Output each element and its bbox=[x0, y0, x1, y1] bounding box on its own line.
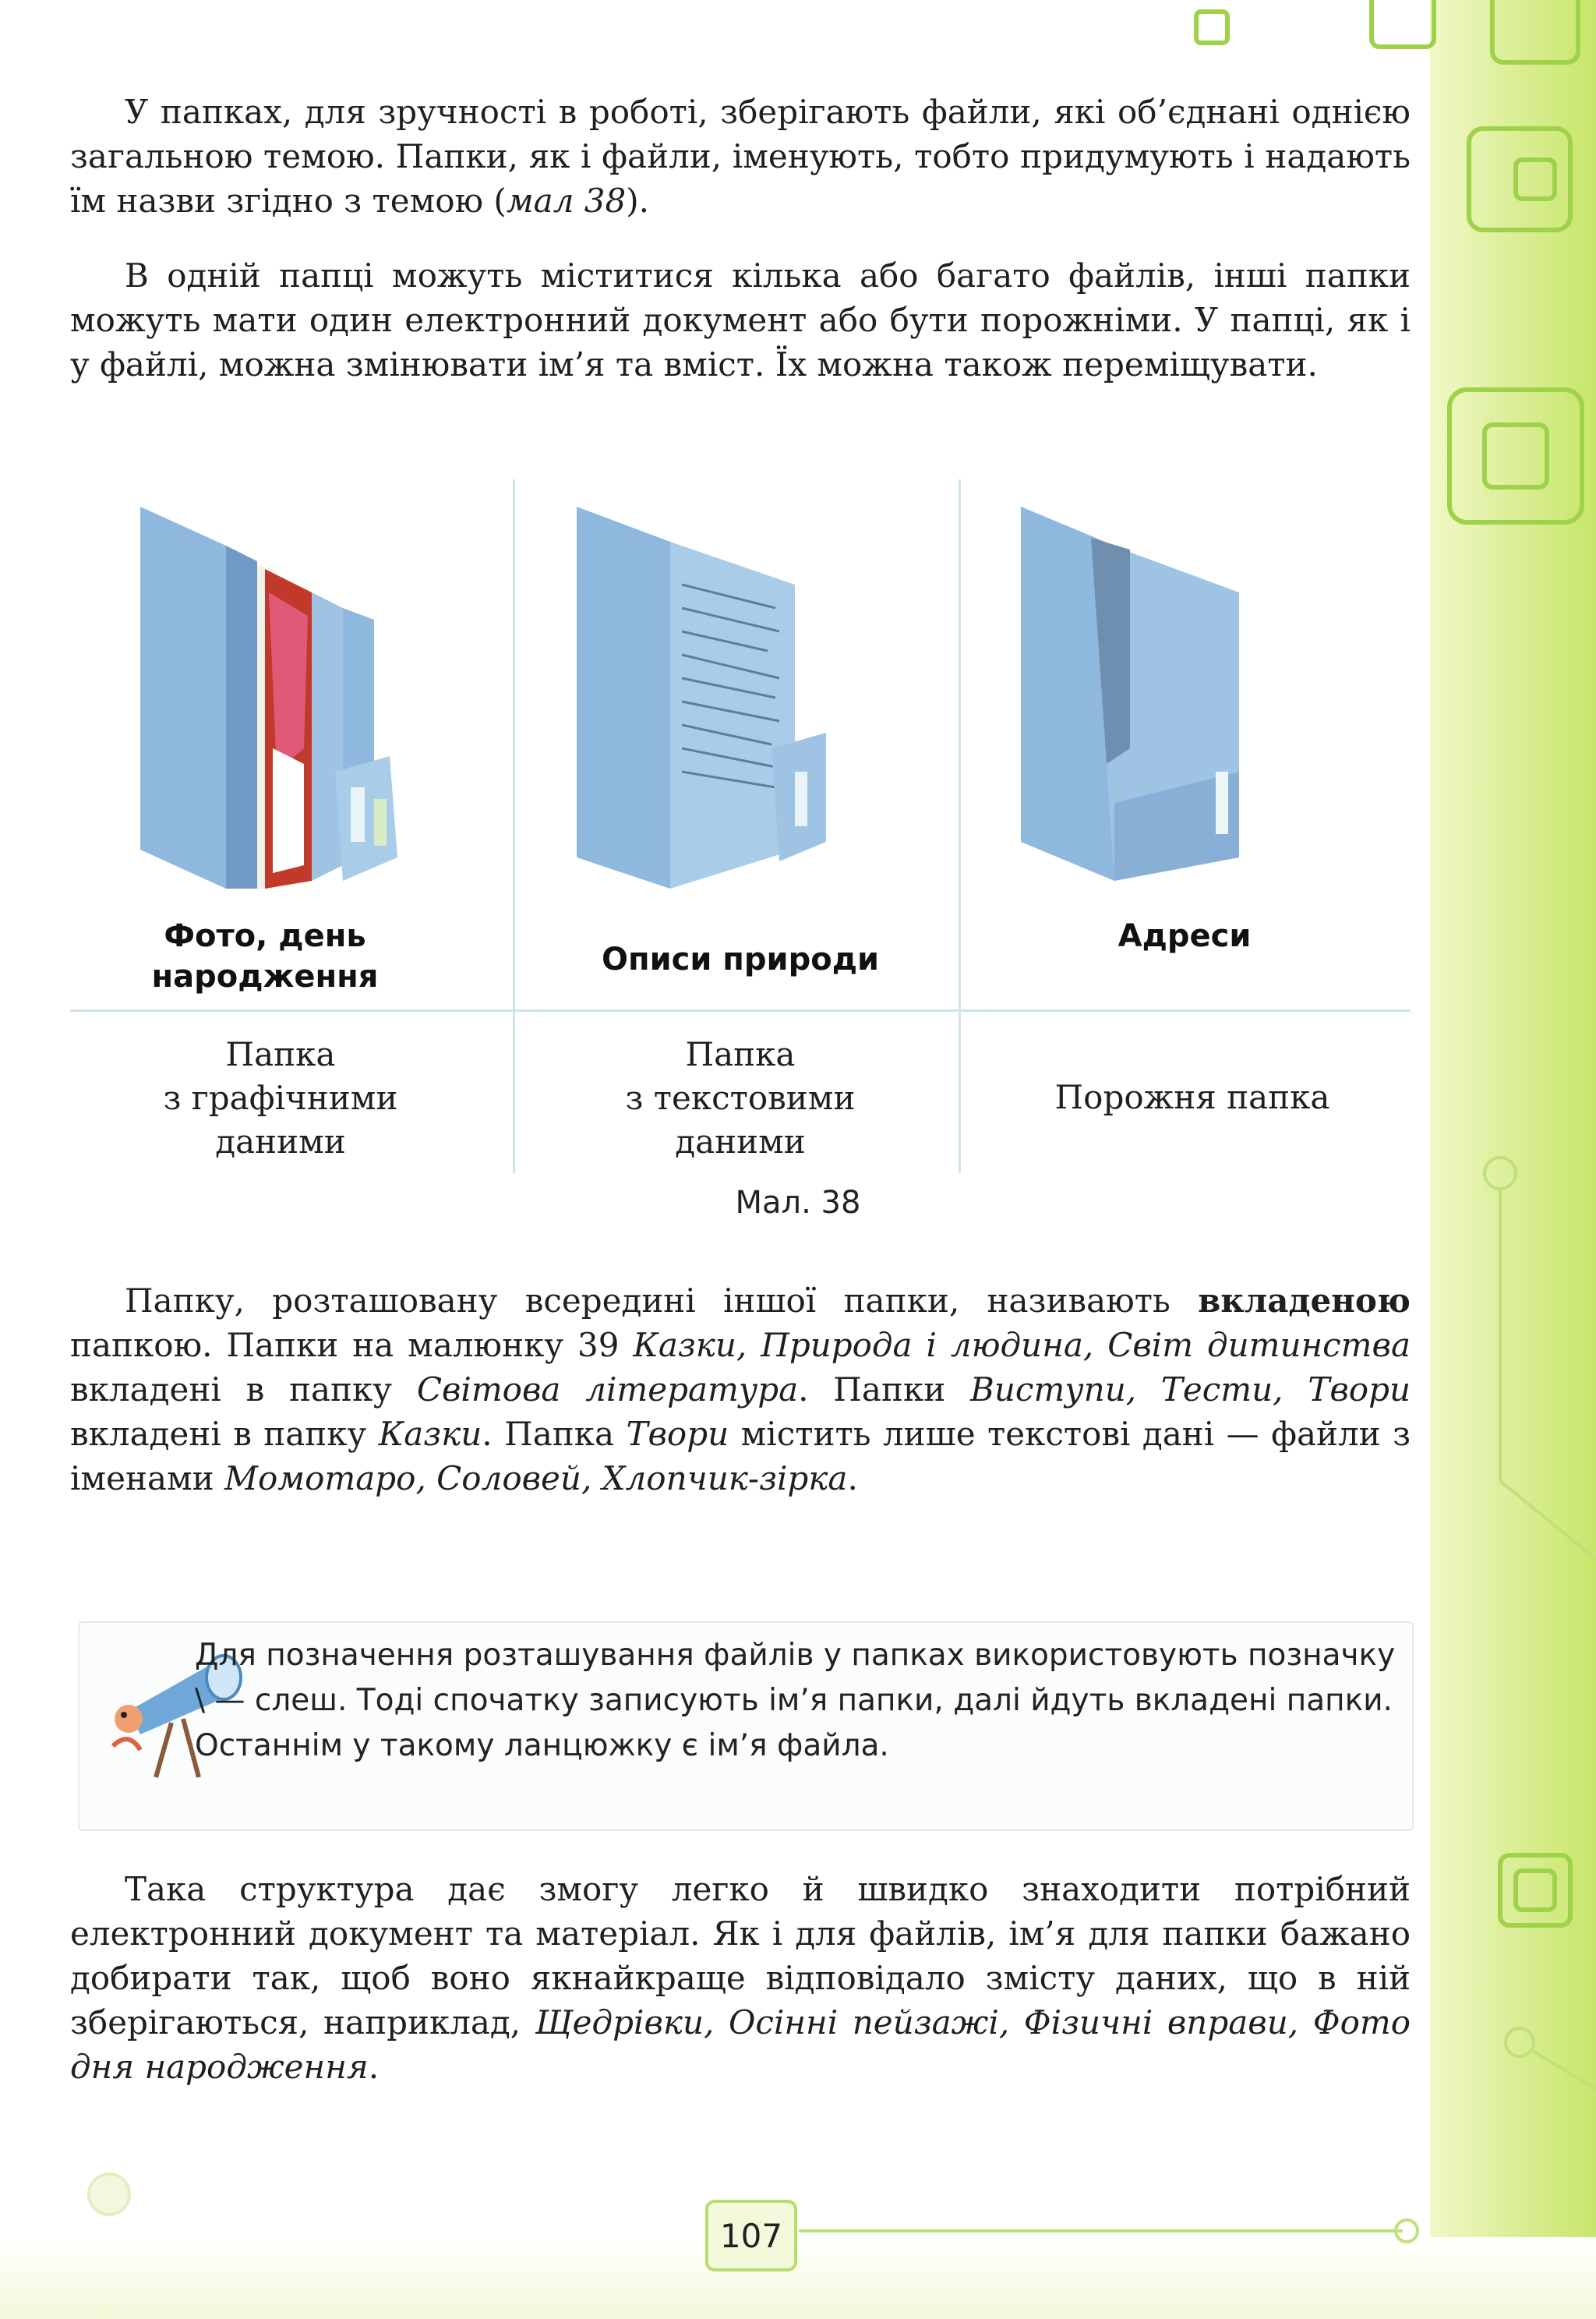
folder-description-empty: Порожня папка bbox=[1054, 1078, 1330, 1116]
paragraph-intro bbox=[70, 90, 1411, 223]
folder-names-italic: Казки, Природа і людина, Світ дитинства bbox=[633, 1326, 1411, 1364]
folder-name-line: Фото, день bbox=[164, 918, 366, 954]
note-text: Для позначення розташування файлів у папках використовують позначку \ — слеш. Тоді спочатку записують ім’я папки, далі йдуть вкладені папки. Останнім у такому ланцюжку є ім’я файла. bbox=[195, 1638, 1396, 1763]
text-run: . bbox=[368, 2048, 380, 2086]
folder-name-line: народження bbox=[151, 959, 379, 995]
text-run: Папку, розташовану всередині іншої папки, називають bbox=[125, 1281, 1199, 1320]
folder-description-photo bbox=[101, 1033, 460, 1164]
text-run: папкою. Папки на малюнку 39 bbox=[70, 1326, 634, 1364]
folder-name-empty: Адреси bbox=[1118, 918, 1252, 954]
text-run: вкладені в папку bbox=[70, 1370, 417, 1409]
paragraph-structure bbox=[70, 1867, 1411, 2089]
folder-names-italic: Виступи, Тести, Твори bbox=[970, 1370, 1411, 1409]
text-run: вкладені в папку bbox=[70, 1415, 379, 1453]
folder-description-line: даними bbox=[215, 1122, 346, 1161]
folder-description-text bbox=[538, 1033, 943, 1164]
folder-name-photo bbox=[86, 916, 444, 997]
folder-description-line: з текстовими bbox=[625, 1079, 856, 1117]
folder-description-line: даними bbox=[675, 1122, 806, 1161]
paragraph-folder-contents bbox=[70, 253, 1411, 387]
text-run: . bbox=[847, 1459, 858, 1497]
paragraph-nested-folders bbox=[70, 1278, 1411, 1501]
folder-names-italic: Казки bbox=[378, 1415, 482, 1453]
figure-reference: мал 38 bbox=[506, 182, 627, 220]
text-run: містить лише текстові дані — файли з іменами bbox=[70, 1415, 1411, 1497]
page-number: 107 bbox=[705, 2200, 797, 2271]
figure-38 bbox=[70, 479, 1411, 1228]
empty-folder-icon bbox=[998, 491, 1325, 896]
text-run: Така структура дає змогу легко й швидко знаходити потрібний електронний документ та матеріал. Як і для файлів, ім’я для папки бажано добирати так, щоб воно якнайкраще відповідало змісту даних, що в ній зберігаються, наприклад, bbox=[70, 1870, 1411, 2041]
folder-with-text-icon bbox=[553, 491, 881, 896]
text-run: . Папка bbox=[482, 1415, 627, 1453]
paragraph-intro-text: У папках, для зручності в роботі, зберігають файли, які об’єднані однією загальною темою. Папки, як і файли, іменують, тобто придумують і надають їм назви згідно з темою ( bbox=[70, 93, 1411, 220]
file-names-italic: Момотаро, Соловей, Хлопчик-зірка bbox=[224, 1459, 848, 1497]
term-bold: вкладеною bbox=[1198, 1281, 1411, 1320]
example-names-italic: Щедрівки, Осінні пейзажі, Фізичні вправи, Фото дня народження bbox=[70, 2003, 1411, 2086]
figure-divider bbox=[513, 479, 515, 1173]
folder-names-italic: Світова література bbox=[416, 1370, 799, 1409]
figure-row-divider bbox=[70, 1009, 1411, 1012]
folder-description-line: з графічними bbox=[163, 1079, 398, 1117]
folder-names-italic: Твори bbox=[626, 1415, 729, 1453]
figure-caption: Мал. 38 bbox=[735, 1185, 861, 1221]
folder-description-line: Папка bbox=[685, 1035, 796, 1073]
paragraph-intro-end: ). bbox=[626, 182, 649, 220]
paragraph-folder-contents-text: В одній папці можуть міститися кілька або багато файлів, інші папки можуть мати один електронний документ або бути порожніми. У папці, як і у файлі, можна змінювати ім’я та вміст. Їх можна також переміщувати. bbox=[70, 256, 1411, 384]
text-run: . Папки bbox=[798, 1370, 971, 1409]
figure-divider bbox=[959, 479, 961, 1173]
folder-name-text: Описи природи bbox=[601, 942, 880, 977]
folder-with-photo-icon bbox=[109, 491, 436, 896]
folder-description-line: Папка bbox=[225, 1035, 336, 1073]
